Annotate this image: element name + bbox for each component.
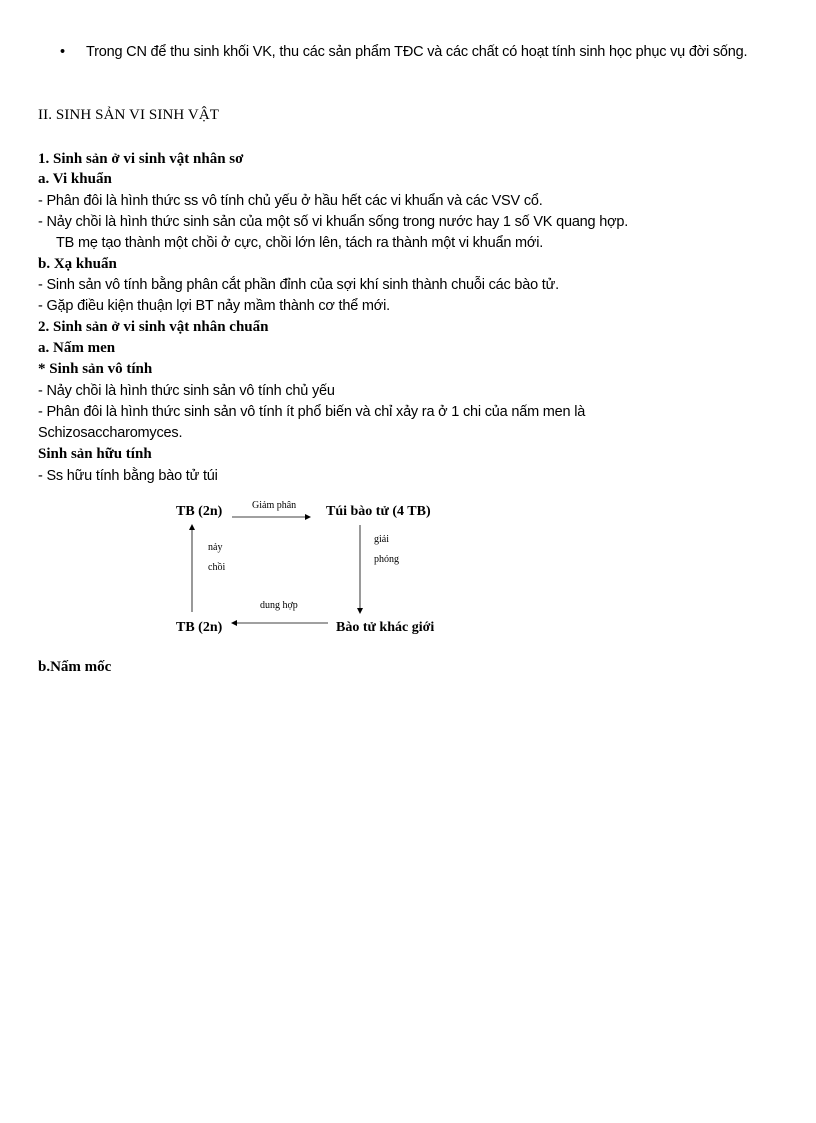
label-release-2: phóng — [374, 554, 399, 565]
text-line: - Nảy chồi là hình thức sinh sản của một số vi khuẩn sống trong nước hay 1 số VK quang hợp. — [38, 214, 629, 230]
subheading-nam-moc: b.Nấm mốc — [38, 659, 112, 675]
node-tb-bottom: TB (2n) — [176, 620, 223, 635]
text-line: - Ss hữu tính bằng bào tử túi — [38, 468, 218, 484]
subheading-asexual: * Sinh sản vô tính — [38, 361, 153, 377]
section-title: II. SINH SẢN VI SINH VẬT — [38, 107, 220, 123]
label-budding-1: nảy — [208, 542, 223, 553]
bullet-symbol: • — [60, 44, 66, 60]
reproduction-cycle-diagram — [160, 495, 460, 645]
subheading-xa-khuan: b. Xạ khuẩn — [38, 256, 117, 272]
heading-2: 2. Sinh sản ở vi sinh vật nhân chuẩn — [38, 319, 269, 335]
node-tb-top: TB (2n) — [176, 504, 223, 519]
node-ascus: Túi bào tử (4 TB) — [326, 504, 431, 519]
subheading-nam-men: a. Nấm men — [38, 340, 116, 356]
label-meiosis: Giảm phân — [252, 500, 297, 511]
label-budding-2: chồi — [208, 562, 226, 573]
label-release-1: giải — [374, 534, 389, 545]
text-line: Schizosaccharomyces. — [38, 425, 183, 441]
text-line: TB mẹ tạo thành một chồi ở cực, chồi lớn lên, tách ra thành một vi khuẩn mới. — [56, 235, 544, 251]
bullet-text: Trong CN để thu sinh khối VK, thu các sản phẩm TĐC và các chất có hoạt tính sinh học phục vụ đời sống. — [86, 44, 748, 60]
bullet-item — [60, 41, 770, 63]
text-line: - Phân đôi là hình thức sinh sản vô tính ít phổ biến và chỉ xảy ra ở 1 chi của nấm men là — [38, 404, 586, 420]
label-fusion: dung hợp — [260, 600, 298, 611]
text-line: - Phân đôi là hình thức ss vô tính chủ yếu ở hầu hết các vi khuẩn và các VSV cổ. — [38, 193, 543, 209]
node-spores: Bào tử khác giới — [336, 620, 435, 635]
text-line: - Sinh sản vô tính bằng phân cắt phần đỉnh của sợi khí sinh thành chuỗi các bào tử. — [38, 277, 559, 293]
subheading-sexual: Sinh sản hữu tính — [38, 446, 152, 462]
text-line: - Gặp điều kiện thuận lợi BT nảy mầm thành cơ thể mới. — [38, 298, 390, 314]
heading-1: 1. Sinh sản ở vi sinh vật nhân sơ — [38, 151, 244, 167]
text-line: - Nảy chồi là hình thức sinh sản vô tính chủ yếu — [38, 383, 335, 399]
subheading-vi-khuan: a. Vi khuẩn — [38, 171, 112, 187]
